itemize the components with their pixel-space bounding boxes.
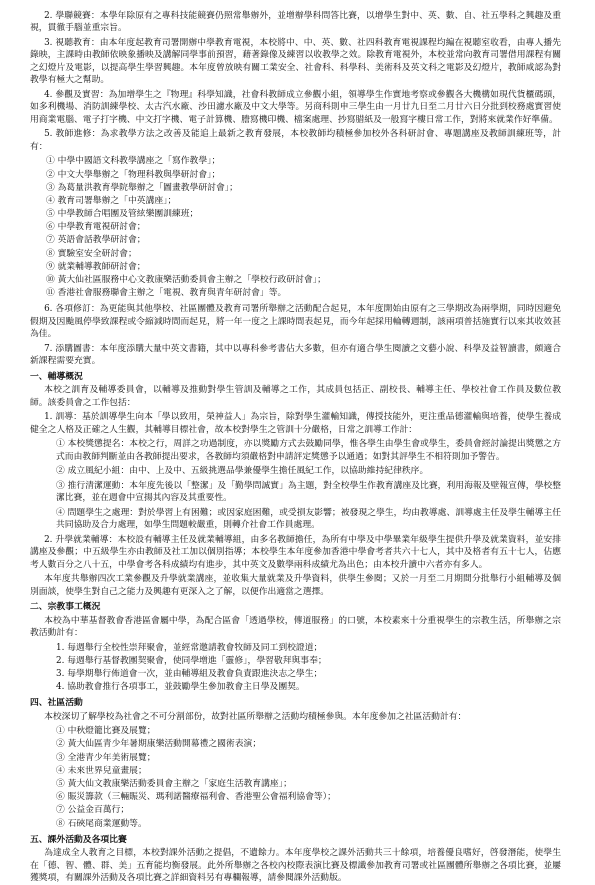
list-item: ⑦ 公益金百萬行； xyxy=(56,805,130,816)
paragraph-library: 7. 添購圖書：本年度添購大量中英文書籍，其中以專科參考書佔大多數，但亦有適合學生閱讀之文藝小說、科學及益智讀書，頗適合新課程需要充實。 xyxy=(30,343,561,367)
religion-list xyxy=(56,642,561,695)
training-list xyxy=(46,155,561,300)
paragraph-audiovisual: 3. 視聽教育：由本年度起教育司署開辦中學教育電視，本校將中、中、英、數、社四科教育電視課程均編在視聽室收看，由專人播先錄映，主課時由教師依映象播映及講解同學事前預習，藉著錄像及練習以收教學之效。除教育電視外，本校並常向教育司署借用課程有關之幻燈片及電影，以提高學生學習興趣。本年度曾放映有關工業安全、社會科、科學科、美術科及英文科之電影及幻燈片，教師咸認為對教學有極大之幫助。 xyxy=(30,37,561,86)
list-item: ④ 未來世界兒童畫展； xyxy=(56,765,147,776)
community-list xyxy=(56,725,561,831)
list-item: ③ 為葛量洪教育學院舉辦之「圖畫教學研討會」； xyxy=(46,182,238,193)
section-heading-counselling: 一、輔導概況 xyxy=(30,371,83,382)
paragraph-career-guidance-cont: 本年度共舉辦四次工業參觀及升學就業講座，並收集大量就業及升學資料，供學生參閱；又於一月至二月期間分批舉行小組輔導及個別面談，使學生對自己之能力及興趣有更深入之了解，以便作出適當之選擇。 xyxy=(30,574,561,597)
list-item: ② 中文大學舉辦之「物理科教與學研討會」； xyxy=(46,169,221,180)
list-item: ③ 全港青少年美術展覽； xyxy=(56,752,156,763)
paragraph-career-guidance: 2. 升學就業輔導：本校設有輔導主任及就業輔導組，由多名教師擔任，為所有中學及中學畢業年級學生提供升學及就業資料，並安排講座及參觀；中五級學生亦由教師及社工加以個別指導；本校學生本年度參加香港中學會考者共六十七人，其中及格者有五十七人，佔應考人數百分之八十五，中學會考各科成績均有進步，其中英文及數學兩科成績尤為出色；由本校升讀中六者亦有多人。 xyxy=(30,534,561,570)
list-item: ① 中學中國語文科教學講座之「寫作教學」； xyxy=(46,156,221,167)
list-item: ⑧ 石硤尾商業運動等。 xyxy=(56,818,147,829)
paragraph-teacher-training: 5. 教師進修：為求教學方法之改善及能追上最新之教育發展，本校教師均積極參加校外各科研討會、專題講座及教師訓練班等，計有： xyxy=(30,129,561,152)
list-item: ② 成立風紀小組：由中、上及中、五級挑選品學兼優學生擔任風紀工作，以協助維持紀律秩序。 xyxy=(56,466,429,477)
section-heading-activities: 五、課外活動及各項比賽 xyxy=(30,834,127,845)
paragraph-counselling-intro: 本校之訓育及輔導委員會，以輔導及推動對學生管訓及輔導之工作，其成員包括正、副校長、輔導主任、學校社會工作員及數位教師。該委員會之工作包括： xyxy=(30,385,561,408)
paragraph-competitions: 2. 學聯競賽：本學年除原有之專科技能競賽仍照常舉辦外，並增辦學科問答比賽，以增學生對中、英、數、自、社五學科之興趣及重視，貫徹手腦並重宗旨。 xyxy=(30,11,561,34)
list-item: ⑦ 英語會話教學研討會； xyxy=(46,235,146,246)
paragraph-community-intro: 本校深切了解學校為社會之不可分割部份，故對社區所舉辦之活動均積極參與。本年度參加之社區活動計有： xyxy=(44,711,467,722)
list-item: ② 黃大仙區青少年暑期康樂活動開幕禮之國術表演； xyxy=(56,739,262,750)
list-item: 2. 每週舉行基督教團契聚會，使同學增進「靈修」，學習敬拜與事奉； xyxy=(56,655,327,666)
section-heading-religion: 二、宗教事工概況 xyxy=(30,602,101,613)
section-heading-community: 四、社區活動 xyxy=(30,698,83,709)
paragraph-revisions: 6. 各項修訂：為更能與其他學校、社區團體及教育司署所舉辦之活動配合起見，本年度開始由原有之三學期改為兩學期，同時因避免假期及因颱風停學致課程或令縮減時間而起見，將一年一度之上課時間表起見，而今年起採用輪轉週制，該兩項普括施實行以來其收效甚為佳。 xyxy=(30,304,561,340)
paragraph-discipline: 1. 訓導：基於訓導學生向本「學以致用，榮神益人」為宗旨，除對學生灌輸知識，傳授技能外，更注重品德灌輸與培養，使學生養成健全之人格及正確之人生觀，其輔導目標社會，故本校對學生之管訓十分嚴格，日常之訓導工作計： xyxy=(30,412,561,435)
list-item: 4. 協助教會推行各項事工，並鼓勵學生參加教會主日學及團契。 xyxy=(56,682,305,693)
list-item: ⑧ 實驗室安全研討會； xyxy=(46,248,137,259)
list-item: ⑩ 黃大仙社區服務中心文教康樂活動委員會主辦之「學校行政研討會」； xyxy=(46,275,326,286)
list-item: ③ 推行清潔運動：本年度先後以「整潔」及「勤學問誠實」為主題，對全校學生作教育講座及比賽，利用海報及壁報宣傳，學校整潔比賽，並在週會中宣揚其內容及其重要性。 xyxy=(56,480,561,504)
list-item: ① 本校獎懲提名：本校之行，周詳之功過制度，亦以獎勵方式去鼓勵同學，惟各學生由學生會或學生，委員會經討論提出獎懲之方式而由教師判斷並由各教師提出要求，各教師均須嚴格對申請評定獎懲予以通過；如對其評學生不相符則加予警告。 xyxy=(56,439,561,462)
paragraph-religion-intro: 本校為中華基督教會香港區會屬中學，為配合區會「透過學校，傳道服務」的口號，本校素來十分重視學生的宗教生活，所舉辦之宗教活動計有： xyxy=(30,615,561,639)
list-item: ① 中秋燈籠比賽及展覽； xyxy=(56,726,156,737)
list-item: ⑤ 黃大仙文教康樂活動委員會主辦之「家庭生活教育講座」； xyxy=(56,778,292,789)
list-item: 1. 每週舉行全校性崇拜聚會，並經常邀請教會牧師及同工到校證道； xyxy=(56,642,323,653)
paragraph-visits: 4. 參觀及實習：為加增學生之『物理』科學知識，社會科教師成立參觀小組，領導學生作實地考察或參觀各大機構如現代貨櫃碼頭，如多利機場、消防訓練學校、太古汽水廠、沙田濾水廠及中文大學等。另商科則申三學生由一月廿九日至二月廿六日分批到校務處實習使用商業電腦、電子打字機、中文打字機、電子計算機、謄寫機印機、檔案處理、抄寫腊紙及一般寫字樓日常工作，對將來就業作好準備。 xyxy=(30,89,561,125)
list-item: ⑨ 就業輔導教師研討會； xyxy=(46,261,146,272)
list-item: ④ 教育司署舉辦之「中英講座」； xyxy=(46,195,177,206)
discipline-list xyxy=(56,438,561,531)
paragraph-activities: 為達成全人教育之目標，本校對課外活動之提倡，不遺餘力。本年度學校之課外活動共三十餘項，培養優良嗜好，啓發潛能，使學生在「德、智、體、群、美」五育能均衡發展。此外所舉辦之各校內校際表演比賽及標識參加教育司署或社區團體所舉辦之各項比賽，並屢獲獎項，有關課外活動及各項比賽之詳細資料另有專欄報導，請參閱課外活動版。 xyxy=(30,848,561,884)
list-item: ⑥ 中學教育電視研討會； xyxy=(46,222,146,233)
list-item: ⑤ 中學教師合唱團及管絃樂團訓練班； xyxy=(46,209,199,220)
list-item: 3. 每學期舉行佈道會一次，並由輔導組及教會負責跟進決志之學生； xyxy=(56,668,323,679)
list-item: ⑪ 香港社會服務聯會主辦之「電視、教育與青年研討會」等。 xyxy=(46,288,287,299)
list-item: ④ 問題學生之處理：對於學習上有困難；或因家庭困難，或受損友影響；被發現之學生，均由教導處、訓導處主任及學生輔導主任共同協助及合力處理，如學生問題較嚴重，則轉介社會工作員處理。 xyxy=(56,507,561,531)
list-item: ⑥ 賑災籌款（三輛賑災、瑪利諾醫療福利會、香港聖公會福利協會等）； xyxy=(56,792,336,803)
